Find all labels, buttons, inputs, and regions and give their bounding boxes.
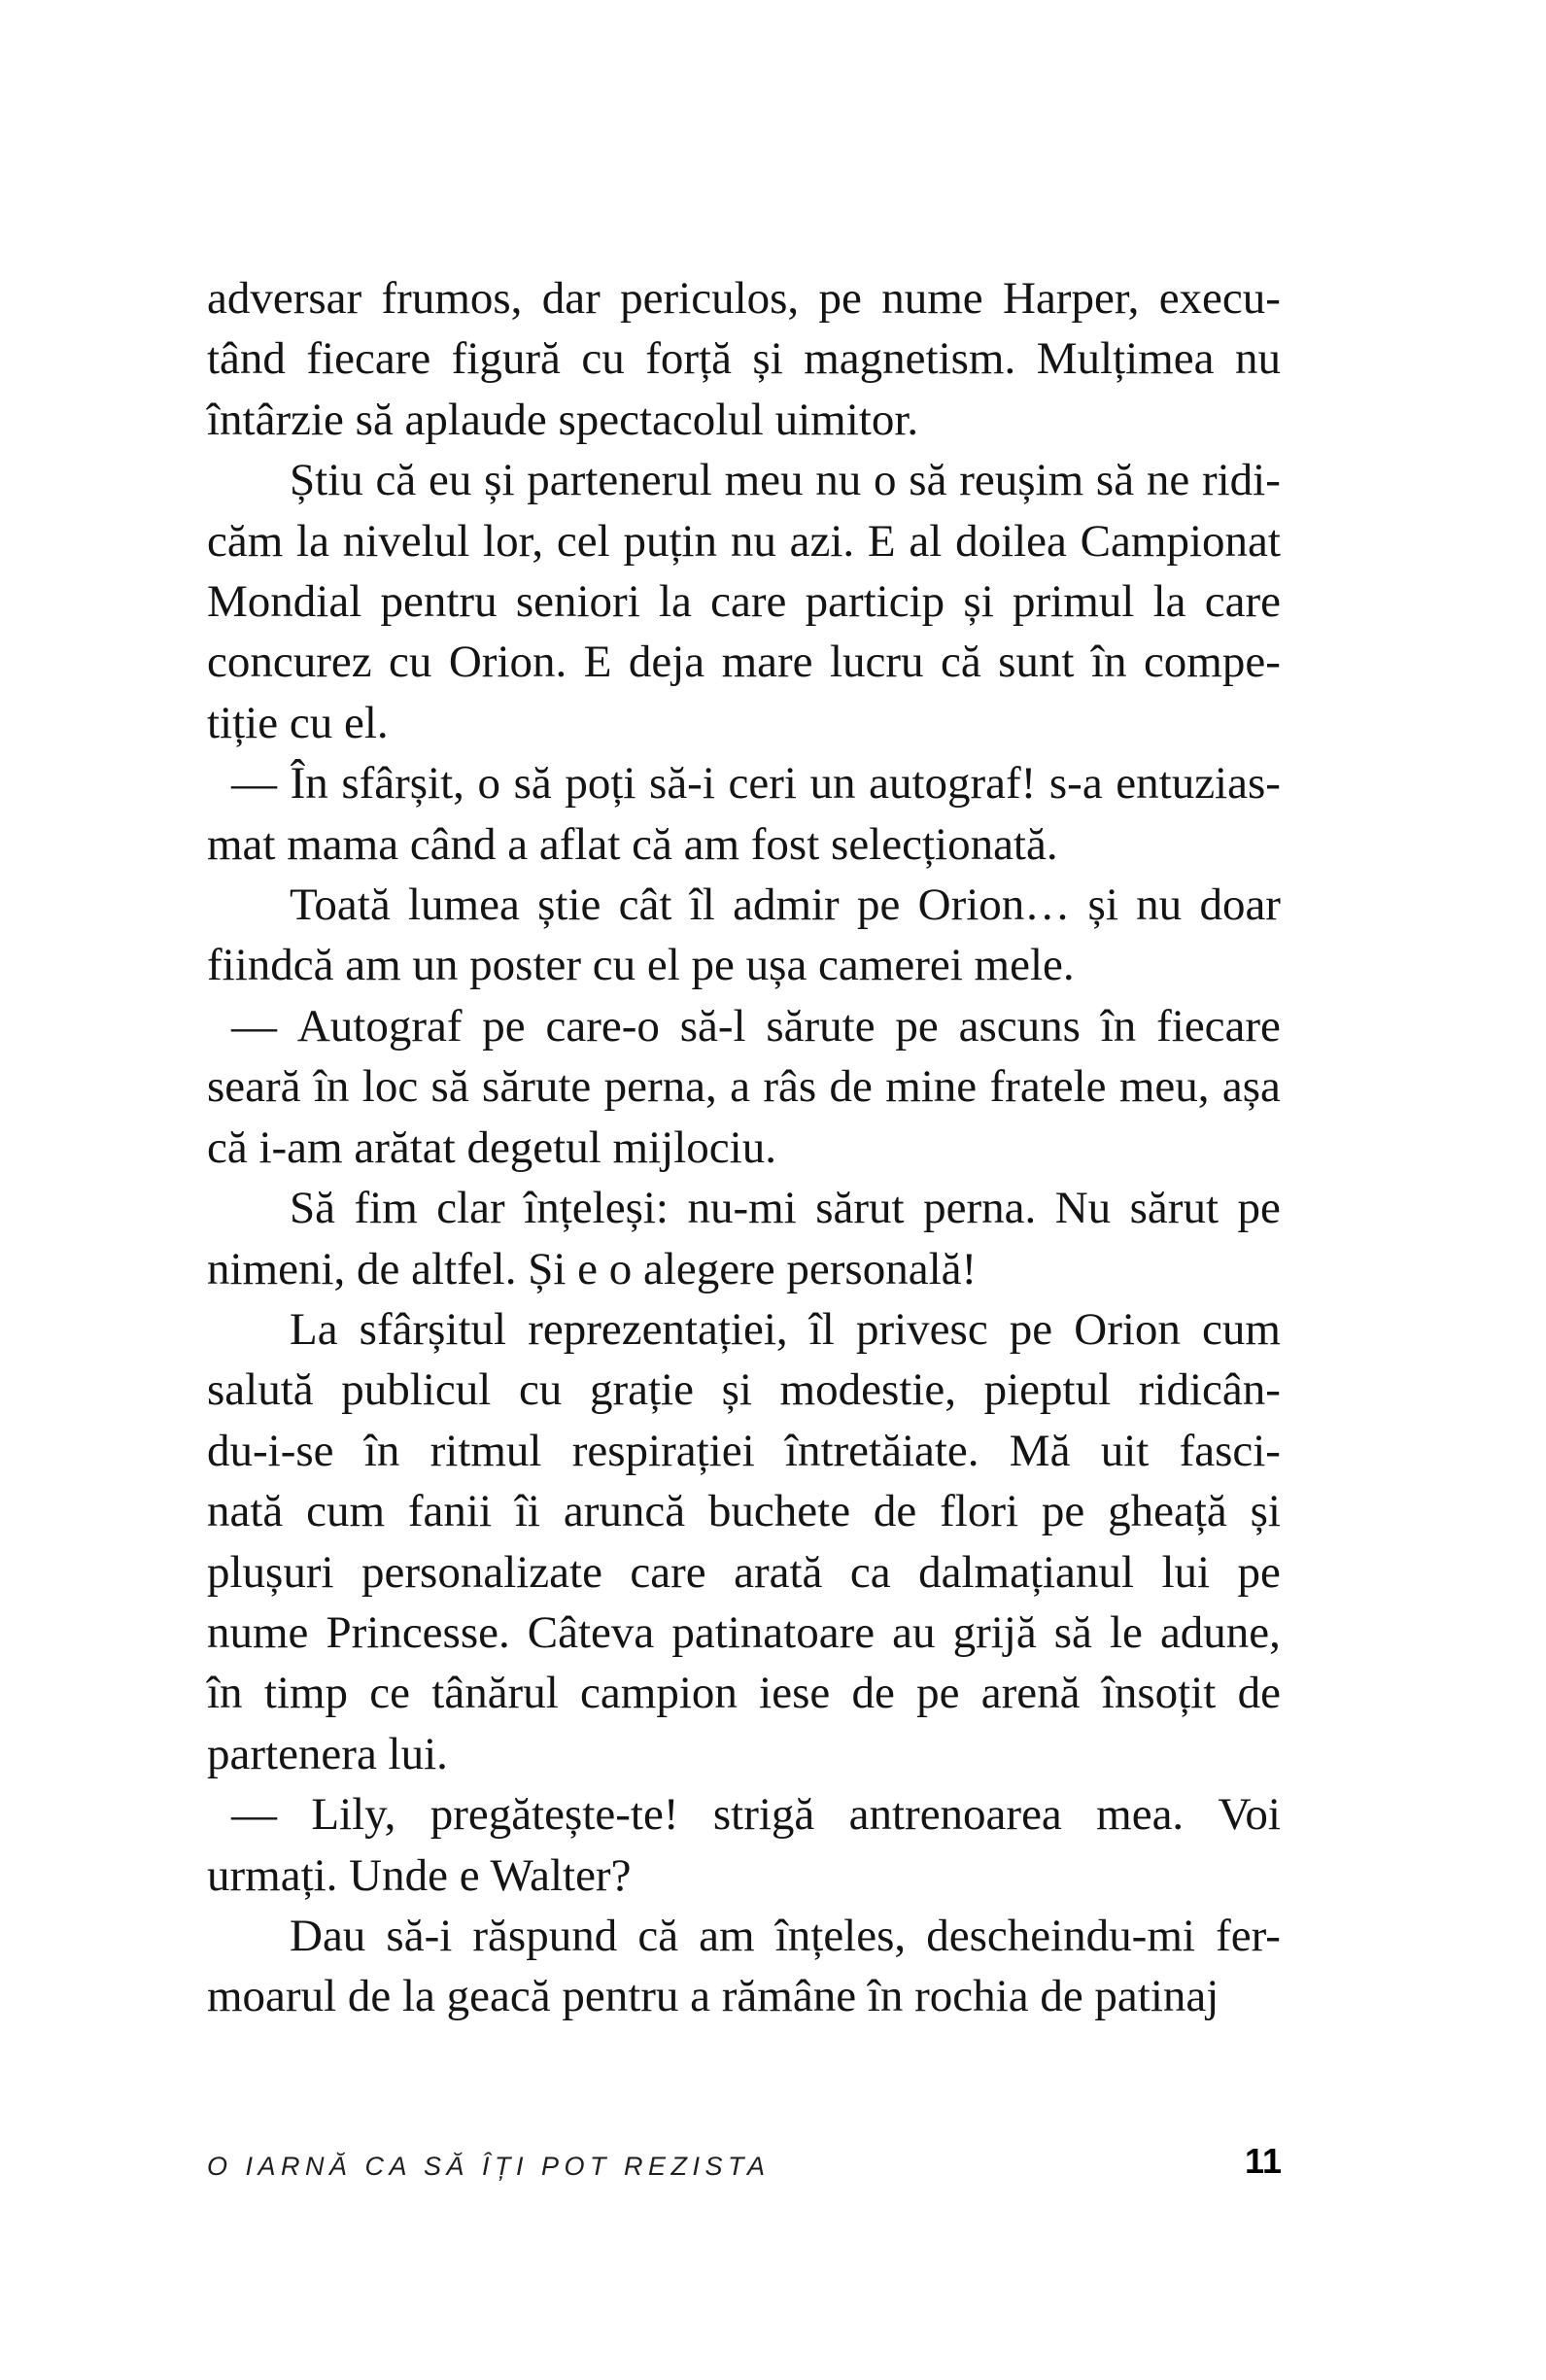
word: în [363,1425,400,1476]
word: fanii [407,1486,493,1537]
word: a [730,1061,750,1113]
word: Orion… [917,880,1071,931]
word: care [710,576,787,628]
word: și [484,455,515,506]
word: nu [815,455,862,506]
word: pregătește-te! [429,1789,679,1841]
word: strigă [712,1789,815,1841]
word: înțeles, [774,1910,907,1961]
text-line [207,632,1281,692]
text-line [207,1056,1281,1117]
word: arată [734,1546,823,1598]
word: o [477,758,501,810]
word: concurez [207,637,372,688]
word: clar [436,1183,505,1234]
word: flori [940,1486,1019,1537]
word: dalmațianul [918,1546,1134,1598]
word: răspund [472,1910,618,1961]
word: dar [541,273,601,324]
text-line: că i-am arătat degetul mijlociu. [207,1121,776,1173]
word: nu-mi [687,1183,797,1234]
word: E [583,637,612,688]
text-line [207,1421,1281,1481]
word: îl [689,880,715,931]
text-line [207,450,1281,510]
word: perna, [603,1061,717,1113]
word: la [296,515,329,567]
text-line [207,996,1281,1056]
word: Mă [1009,1425,1071,1476]
word: pe [916,1668,960,1719]
word: patinatoare [671,1606,876,1658]
word: mea. [1096,1789,1185,1841]
word: În [290,758,328,810]
word: sărute [766,1000,876,1052]
word: și [963,576,994,628]
word: pe [1237,1183,1281,1234]
paragraph [207,268,1281,450]
word: lumea [407,880,520,931]
word: îi [514,1486,540,1537]
word: aruncă [563,1486,686,1537]
word: Lily, [311,1789,396,1841]
word: așa [1221,1061,1281,1113]
word: în [1100,1000,1137,1052]
text-line [207,1603,1281,1663]
word: ridicân- [1138,1364,1281,1416]
paragraph [207,1906,1281,2027]
footer-book-title: O IARNĂ CA SĂ ÎȚI POT REZISTA [207,2152,771,2181]
word: personalizate [361,1546,602,1598]
word: gheață [1108,1486,1227,1537]
word: un [809,758,856,810]
word: E [867,515,896,567]
word: lucru [829,637,924,688]
text-line [207,753,1281,813]
word: să [1053,1606,1092,1658]
word: salută [207,1364,314,1416]
word: de [873,1486,917,1537]
word: să [909,455,947,506]
word: Princesse. [326,1606,510,1658]
word: seniori [515,576,640,628]
word: în [207,1668,243,1719]
word: pe [1237,1546,1281,1598]
paragraph [207,1299,1281,1784]
word: tânărul [431,1668,559,1719]
word: care [1204,576,1281,628]
word: Autograf [296,1000,463,1052]
word: ne [1146,455,1190,506]
word: adversar [207,273,362,324]
word: pentru [380,576,498,628]
word: — [231,758,277,810]
word: meu, [1118,1061,1210,1113]
word: Harper, [1003,273,1140,324]
word: am [699,1910,755,1961]
word: sărut [1129,1183,1220,1234]
word: campion [580,1668,738,1719]
text-line: moarul de la geacă pentru a rămâne în rochia de patinaj [207,1971,1220,2022]
word: cu [389,637,432,688]
word: să [430,1061,469,1113]
text-line [207,268,1281,328]
word: entuzias- [1116,758,1281,810]
text-line [207,1299,1281,1360]
word: sunt [998,637,1075,688]
word: ca [849,1546,891,1598]
word: ce [369,1668,411,1719]
word: execu- [1158,273,1281,324]
word: și [1250,1486,1281,1537]
word: cum [1202,1303,1281,1355]
word: cum [306,1486,386,1537]
word: nu [730,515,776,567]
text-line [207,1178,1281,1238]
word: pe [1009,1303,1053,1355]
word: că [375,455,417,506]
word: timp [263,1668,349,1719]
word: lui [1161,1546,1211,1598]
word: reușim [959,455,1084,506]
word: Dau [290,1910,366,1961]
word: pe [482,1000,526,1052]
word: grijă [952,1606,1037,1658]
page-number: 11 [1244,2141,1282,2181]
word: plușuri [207,1546,334,1598]
word: sărut [815,1183,905,1234]
word: sărute [482,1061,592,1113]
word: iese [759,1668,831,1719]
word: care [630,1546,706,1598]
word: Știu [290,455,363,506]
text-line [207,571,1281,632]
word: Orion. [448,637,567,688]
word: Voi [1218,1789,1281,1841]
word: doar [1199,880,1281,931]
word: mare [721,637,813,688]
word: să [1095,455,1135,506]
word: sfârșit, [341,758,464,810]
word: nume [881,273,983,324]
word: Campionat [1080,515,1281,567]
word: periculos, [620,273,800,324]
word: înțeleși: [524,1183,669,1234]
word: frumos, [381,273,523,324]
word: Toată [290,880,391,931]
word: reprezentației, [528,1303,788,1355]
word: antrenoarea [848,1789,1062,1841]
word: ritmul [429,1425,542,1476]
word: și [721,1364,752,1416]
word: Orion [1074,1303,1181,1355]
word: respirației [571,1425,755,1476]
word: perna. [923,1183,1037,1234]
paragraph [207,875,1281,996]
word: Nu [1054,1183,1112,1234]
word: pe [856,880,901,931]
word: cel [556,515,610,567]
word: deja [628,637,705,688]
word: le [1109,1606,1143,1658]
word: adune, [1159,1606,1281,1658]
word: particip [805,576,945,628]
word: îl [808,1303,835,1355]
word: ascuns [958,1000,1081,1052]
word: la [1152,576,1186,628]
word: fiecare [1156,1000,1281,1052]
word: du-i-se [207,1425,334,1476]
word: fasci- [1179,1425,1281,1476]
word: modestie, [779,1364,956,1416]
word: că [940,637,981,688]
word: eu [429,455,472,506]
word: puțin [623,515,718,567]
text-line: mat mama când a aflat că am fost selecționată. [207,818,1058,870]
word: buchete [707,1486,851,1537]
word: însoțit [1101,1668,1217,1719]
word: în [313,1061,350,1113]
word: Câteva [527,1606,655,1658]
text-line [207,1542,1281,1603]
word: mine [885,1061,978,1113]
text-line: tiție cu el. [207,697,389,748]
word: întretăiate. [784,1425,979,1476]
paragraph [207,1784,1281,1906]
word: autograf! [869,758,1037,810]
text-line: partenera lui. [207,1728,448,1779]
word: arenă [980,1668,1081,1719]
word: Să [290,1183,335,1234]
word: să-l [679,1000,746,1052]
word: pe [818,273,862,324]
word: partenerul [527,455,712,506]
word: căm [207,515,284,567]
text-line: nimeni, de altfel. Și e o alegere personală! [207,1243,978,1294]
word: au [892,1606,936,1658]
word: — [231,1789,277,1841]
word: că [637,1910,679,1961]
word: de [829,1061,873,1113]
word: cât [618,880,672,931]
word: figură [451,333,561,385]
word: descheindu-mi [926,1910,1195,1961]
text-line [207,1663,1281,1723]
text-line [207,1360,1281,1420]
text-line [207,511,1281,571]
word: de [1237,1668,1281,1719]
word: râs [763,1061,817,1113]
text-line [207,1906,1281,1966]
word: s-a [1048,758,1103,810]
text-line: urmați. Unde e Walter? [207,1849,632,1901]
word: o [874,455,897,506]
word: primul [1013,576,1135,628]
word: să-i [649,758,715,810]
word: pe [895,1000,939,1052]
word: azi. [789,515,855,567]
word: de [851,1668,895,1719]
word: loc [361,1061,419,1113]
word: tând [207,333,286,385]
word: ceri [728,758,797,810]
word: fim [354,1183,418,1234]
word: să-i [386,1910,453,1961]
word: Mulțimea [1036,333,1215,385]
word: pe [1041,1486,1085,1537]
word: fratele [989,1061,1107,1113]
word: — [231,1000,277,1052]
word: știe [537,880,601,931]
word: forță [645,333,732,385]
word: La [290,1303,338,1355]
text-line [207,875,1281,935]
word: seară [207,1061,301,1113]
word: care-o [545,1000,660,1052]
word: admir [733,880,840,931]
word: magnetism. [804,333,1016,385]
word: poți [565,758,636,810]
word: și [1087,880,1118,931]
word: nată [207,1486,284,1537]
paragraph [207,996,1281,1178]
text-line [207,1784,1281,1845]
word: nivelul [342,515,470,567]
word: lor, [483,515,544,567]
text-block [207,268,1281,2027]
word: cu [518,1364,563,1416]
paragraph [207,1178,1281,1299]
paragraph [207,450,1281,753]
word: în [1090,637,1127,688]
word: Mondial [207,576,362,628]
word: fiecare [306,333,431,385]
word: publicul [341,1364,492,1416]
word: nu [1234,333,1281,385]
word: compe- [1143,637,1281,688]
word: al [909,515,943,567]
text-line [207,328,1281,389]
word: pieptul [983,1364,1112,1416]
word: doilea [955,515,1067,567]
word: cu [581,333,625,385]
word: și [752,333,783,385]
word: nu [1136,880,1183,931]
text-line: întârzie să aplaude spectacolul uimitor. [207,394,919,445]
word: meu [724,455,804,506]
word: fer- [1216,1910,1281,1961]
word: la [658,576,692,628]
word: sfârșitul [359,1303,507,1355]
word: uit [1100,1425,1150,1476]
text-line: fiindcă am un poster cu el pe ușa camerei mele. [207,940,1075,991]
word: să [513,758,552,810]
word: ridi- [1201,455,1281,506]
text-line [207,1481,1281,1541]
word: grație [589,1364,694,1416]
word: nume [207,1606,309,1658]
word: privesc [855,1303,988,1355]
paragraph [207,753,1281,875]
